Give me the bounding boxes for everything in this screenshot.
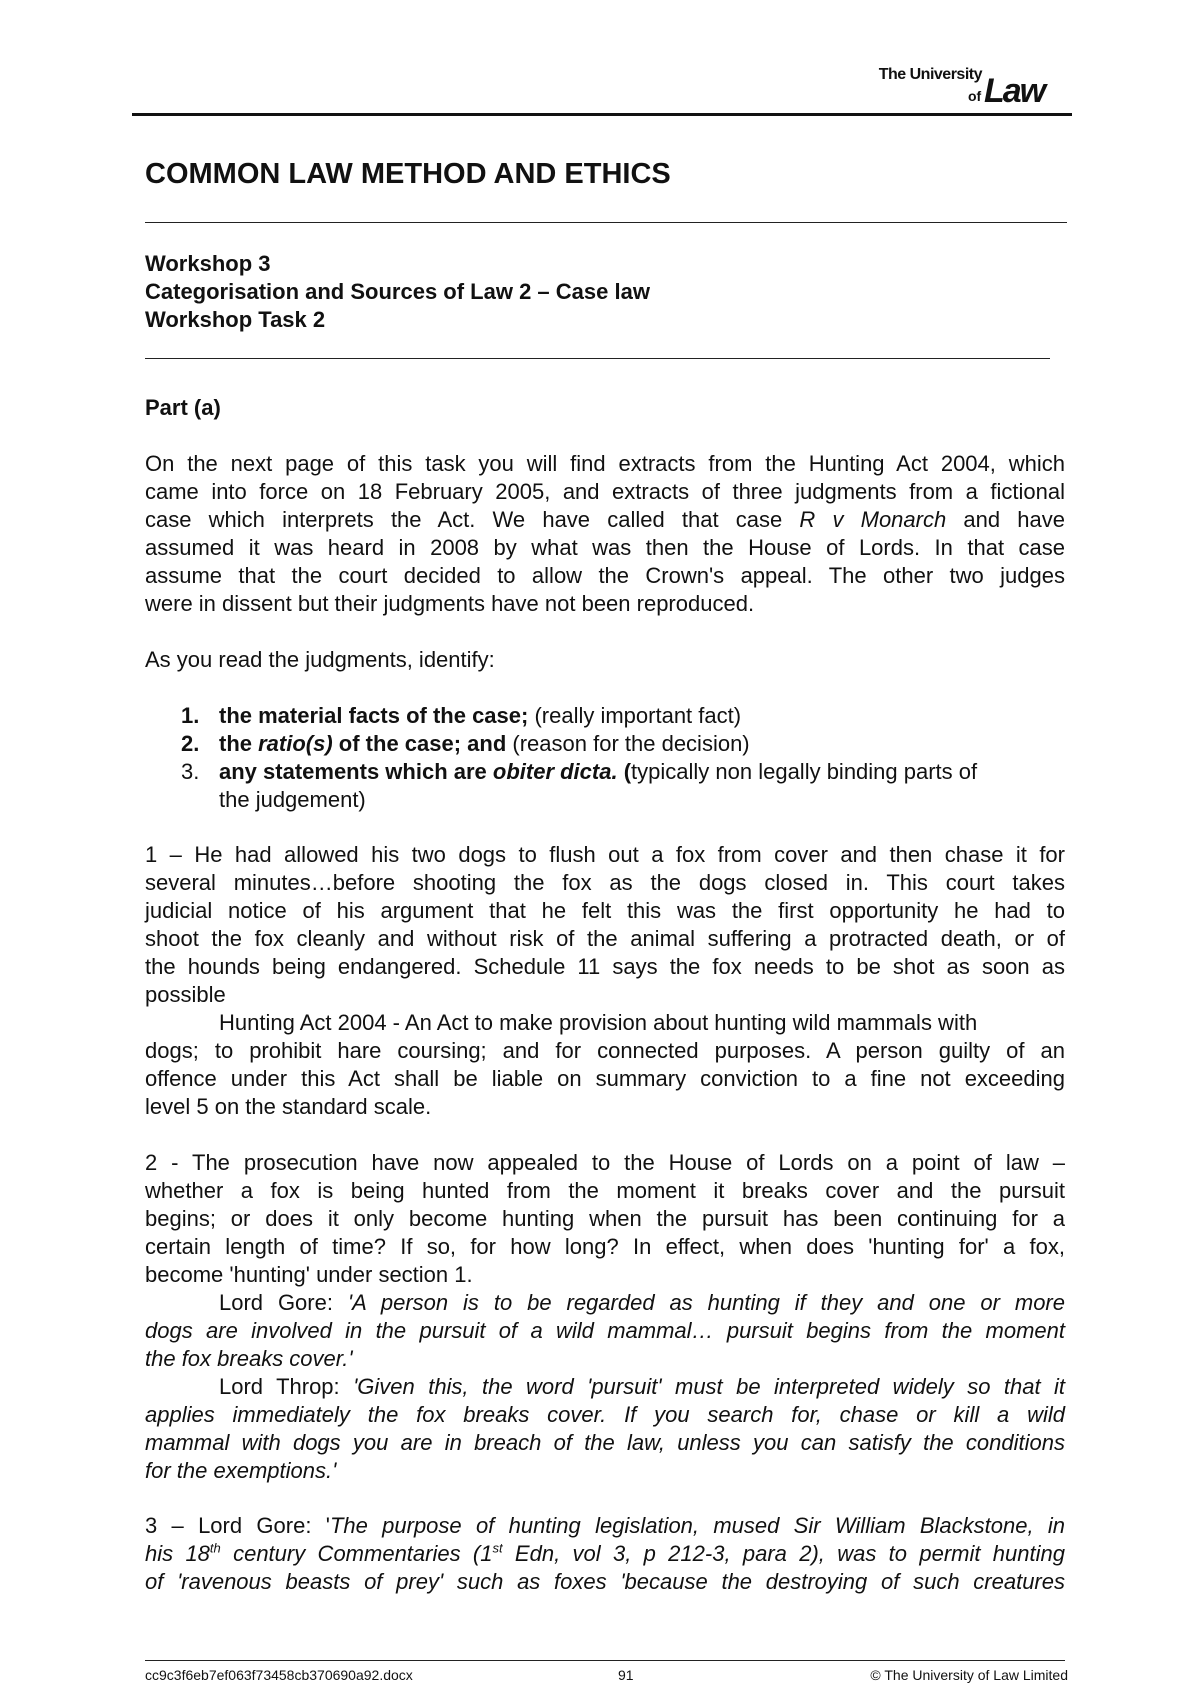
note-line: certain length of time? If so, for how long? In effect, when does 'hunting for' a fox,: [145, 1234, 1065, 1259]
quote: Edn, vol 3, p 212-3, para 2), was to permit hunting: [502, 1541, 1065, 1566]
list-bold-text: the material facts of the case;: [219, 703, 529, 728]
workshop-number: Workshop 3: [145, 251, 271, 276]
list-text: the judgement): [219, 787, 366, 812]
note-line: [145, 1373, 1065, 1401]
note-line: [145, 1540, 1065, 1568]
intro-line: assume that the court decided to allow the Crown's appeal. The other two judges: [145, 563, 1065, 588]
note-line: the fox breaks cover.': [145, 1346, 353, 1371]
note-line: whether a fox is being hunted from the moment it breaks cover and the pursuit: [145, 1178, 1065, 1203]
superscript: st: [492, 1540, 503, 1556]
identify-list: [145, 702, 1065, 814]
list-text: (reason for the decision): [506, 731, 750, 756]
university-logo: [860, 64, 1060, 114]
intro-text: case which interprets the Act. We have called that case: [145, 507, 800, 532]
note-line: level 5 on the standard scale.: [145, 1094, 432, 1119]
note-line: mammal with dogs you are in breach of the law, unless you can satisfy the conditions: [145, 1430, 1065, 1455]
note-line: dogs are involved in the pursuit of a wild mammal… pursuit begins from the moment: [145, 1318, 1065, 1343]
list-item: [145, 730, 1065, 758]
quote: century Commentaries (1: [220, 1541, 493, 1566]
note-line: [145, 1289, 1065, 1317]
workshop-topic: Categorisation and Sources of Law 2 – Case law: [145, 279, 650, 304]
case-name: R v Monarch: [799, 507, 947, 532]
list-item: [145, 758, 1065, 814]
note-line: the hounds being endangered. Schedule 11 says the fox needs to be shot as soon as: [145, 954, 1065, 979]
list-number: 3.: [181, 759, 200, 784]
list-bold-italic-text: obiter dicta.: [492, 759, 618, 784]
quote: his 18: [145, 1541, 210, 1566]
note-line: shoot the fox cleanly and without risk of the animal suffering a protracted death, or of: [145, 926, 1065, 951]
intro-line: On the next page of this task you will find extracts from the Hunting Act 2004, which: [145, 451, 1065, 476]
logo-text-of: of: [968, 88, 982, 104]
note-line: dogs; to prohibit hare coursing; and for connected purposes. A person guilty of an: [145, 1038, 1065, 1063]
list-number: 2.: [181, 731, 200, 756]
note-line: 1 – He had allowed his two dogs to flush out a fox from cover and then chase it for: [145, 842, 1065, 867]
logo-text-law: Law: [984, 72, 1045, 110]
note-line: 2 - The prosecution have now appealed to the House of Lords on a point of law –: [145, 1150, 1065, 1175]
note-3: [145, 1512, 1065, 1596]
footer-rule: [145, 1660, 1065, 1661]
speaker: Lord Gore:: [219, 1290, 348, 1315]
list-item: [145, 702, 1065, 730]
superscript: th: [209, 1540, 221, 1556]
list-text: typically non legally binding parts of: [631, 759, 978, 784]
section-rule: [145, 358, 1050, 359]
header-rule: [132, 113, 1072, 116]
intro-line: assumed it was heard in 2008 by what was then the House of Lords. In that case: [145, 535, 1065, 560]
note-line: become 'hunting' under section 1.: [145, 1262, 473, 1287]
list-bold-text: of the case; and: [332, 731, 507, 756]
page-title: COMMON LAW METHOD AND ETHICS: [145, 158, 671, 190]
note-line: offence under this Act shall be liable on summary conviction to a fine not exceeding: [145, 1066, 1065, 1091]
footer-filename: cc9c3f6eb7ef063f73458cb370690a92.docx: [145, 1667, 413, 1683]
note-line: of 'ravenous beasts of prey' such as foxes 'because the destroying of such creatures: [145, 1569, 1065, 1594]
intro-line: [145, 506, 1065, 534]
logo-text-top: The University: [878, 66, 982, 83]
note-line: for the exemptions.': [145, 1458, 337, 1483]
list-bold-text: the: [219, 731, 259, 756]
workshop-task: Workshop Task 2: [145, 307, 326, 332]
list-bold-text: any statements which are: [219, 759, 493, 784]
intro-line: were in dissent but their judgments have not been reproduced.: [145, 591, 755, 616]
speaker: Lord Throp:: [219, 1374, 354, 1399]
quote: The purpose of hunting legislation, mused Sir William Blackstone, in: [329, 1513, 1065, 1538]
quote: 'A person is to be regarded as hunting if they and one or more: [347, 1290, 1065, 1315]
list-bold-text: (: [617, 759, 632, 784]
intro-paragraph: [145, 450, 1065, 618]
note-line: [145, 1512, 1065, 1540]
note-line: possible: [145, 982, 226, 1007]
list-text: (really important fact): [528, 703, 742, 728]
intro-text: and have: [946, 507, 1065, 532]
workshop-heading: [145, 250, 1065, 334]
list-bold-italic-text: ratio(s): [258, 731, 333, 756]
list-number: 1.: [181, 703, 200, 728]
quote: 'Given this, the word 'pursuit' must be interpreted widely so that it: [353, 1374, 1065, 1399]
note-2: [145, 1149, 1065, 1485]
title-rule: [145, 222, 1067, 223]
footer-page-number: 91: [618, 1667, 634, 1683]
note-line: Hunting Act 2004 - An Act to make provision about hunting wild mammals with: [219, 1010, 978, 1035]
identify-prompt: As you read the judgments, identify:: [145, 647, 495, 672]
note-line: several minutes…before shooting the fox as the dogs closed in. This court takes: [145, 870, 1065, 895]
intro-line: came into force on 18 February 2005, and extracts of three judgments from a fictional: [145, 479, 1065, 504]
note-line: begins; or does it only become hunting when the pursuit has been continuing for a: [145, 1206, 1065, 1231]
note-1: [145, 841, 1065, 1121]
speaker: 3 – Lord Gore: ': [145, 1513, 330, 1538]
note-line: applies immediately the fox breaks cover. If you search for, chase or kill a wild: [145, 1402, 1065, 1427]
note-line: judicial notice of his argument that he felt this was the first opportunity he had to: [145, 898, 1065, 923]
part-heading: Part (a): [145, 395, 221, 420]
footer-copyright: © The University of Law Limited: [870, 1667, 1068, 1683]
